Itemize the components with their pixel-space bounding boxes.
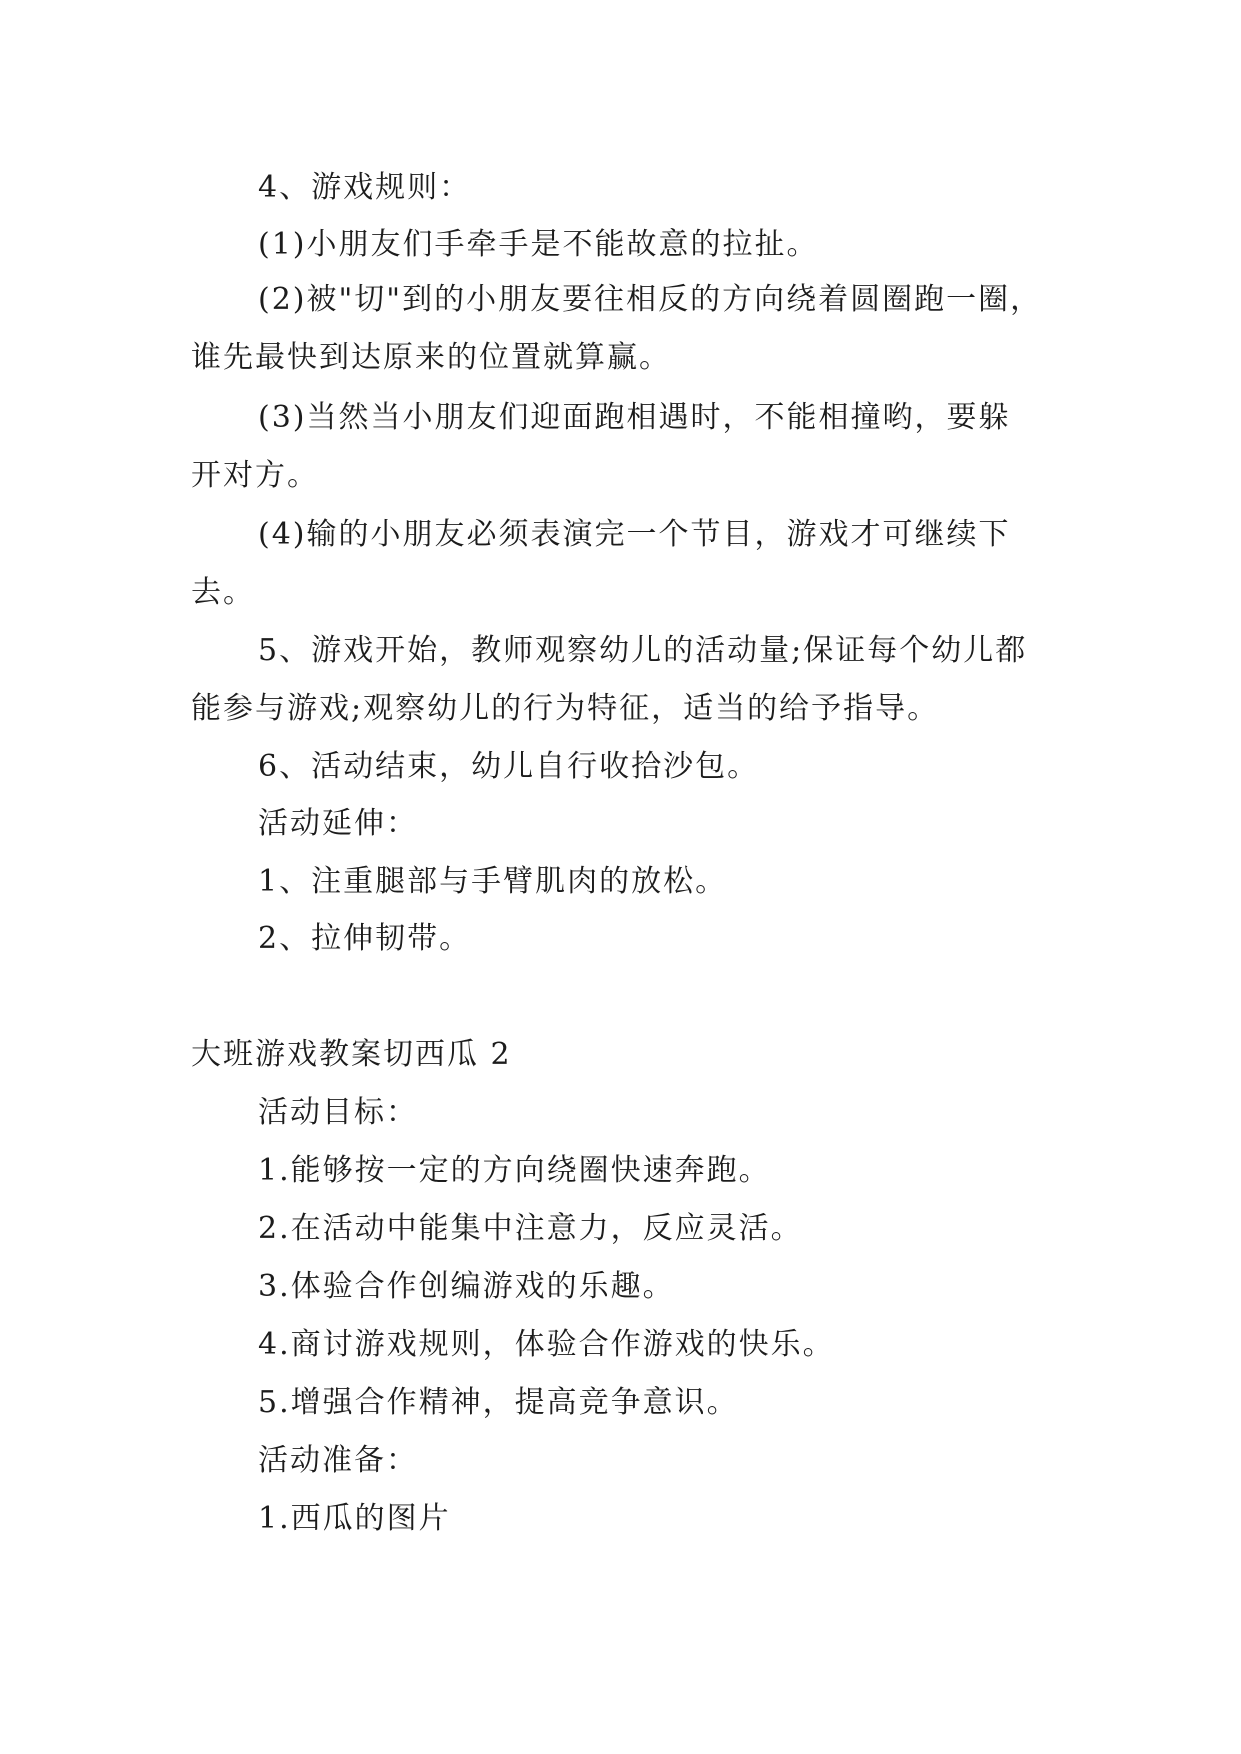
- goal-4: 4.商讨游戏规则，体验合作游戏的快乐。: [258, 1327, 835, 1362]
- goal-1: 1.能够按一定的方向绕圈快速奔跑。: [258, 1153, 771, 1188]
- goal-5: 5.增强合作精神，提高竞争意识。: [258, 1385, 739, 1420]
- prep-1: 1.西瓜的图片: [258, 1501, 451, 1536]
- extension-1: 1、注重腿部与手臂肌肉的放松。: [258, 864, 728, 899]
- section-title: 大班游戏教案切西瓜 2: [191, 1037, 512, 1072]
- goals-heading: 活动目标：: [258, 1095, 418, 1130]
- rule-3-line-a: (3)当然当小朋友们迎面跑相遇时，不能相撞哟，要躲: [258, 400, 1011, 435]
- rule-4-line-a: (4)输的小朋友必须表演完一个节目，游戏才可继续下: [258, 517, 1011, 552]
- rule-2-line-b: 谁先最快到达原来的位置就算赢。: [191, 340, 671, 375]
- rule-4-line-b: 去。: [191, 575, 255, 610]
- goal-3: 3.体验合作创编游戏的乐趣。: [258, 1269, 675, 1304]
- rules-heading: 4、游戏规则：: [258, 170, 472, 205]
- extension-2: 2、拉伸韧带。: [258, 921, 472, 956]
- extension-heading: 活动延伸：: [258, 806, 418, 841]
- goal-2: 2.在活动中能集中注意力，反应灵活。: [258, 1211, 803, 1246]
- rule-1: (1)小朋友们手牵手是不能故意的拉扯。: [258, 227, 819, 262]
- step-5-line-b: 能参与游戏;观察幼儿的行为特征，适当的给予指导。: [191, 691, 940, 726]
- rule-2-line-a: (2)被"切"到的小朋友要往相反的方向绕着圆圈跑一圈，: [258, 282, 1043, 317]
- step-6: 6、活动结束，幼儿自行收拾沙包。: [258, 749, 760, 784]
- step-5-line-a: 5、游戏开始，教师观察幼儿的活动量;保证每个幼儿都: [258, 633, 1028, 668]
- prep-heading: 活动准备：: [258, 1443, 418, 1478]
- rule-3-line-b: 开对方。: [191, 458, 319, 493]
